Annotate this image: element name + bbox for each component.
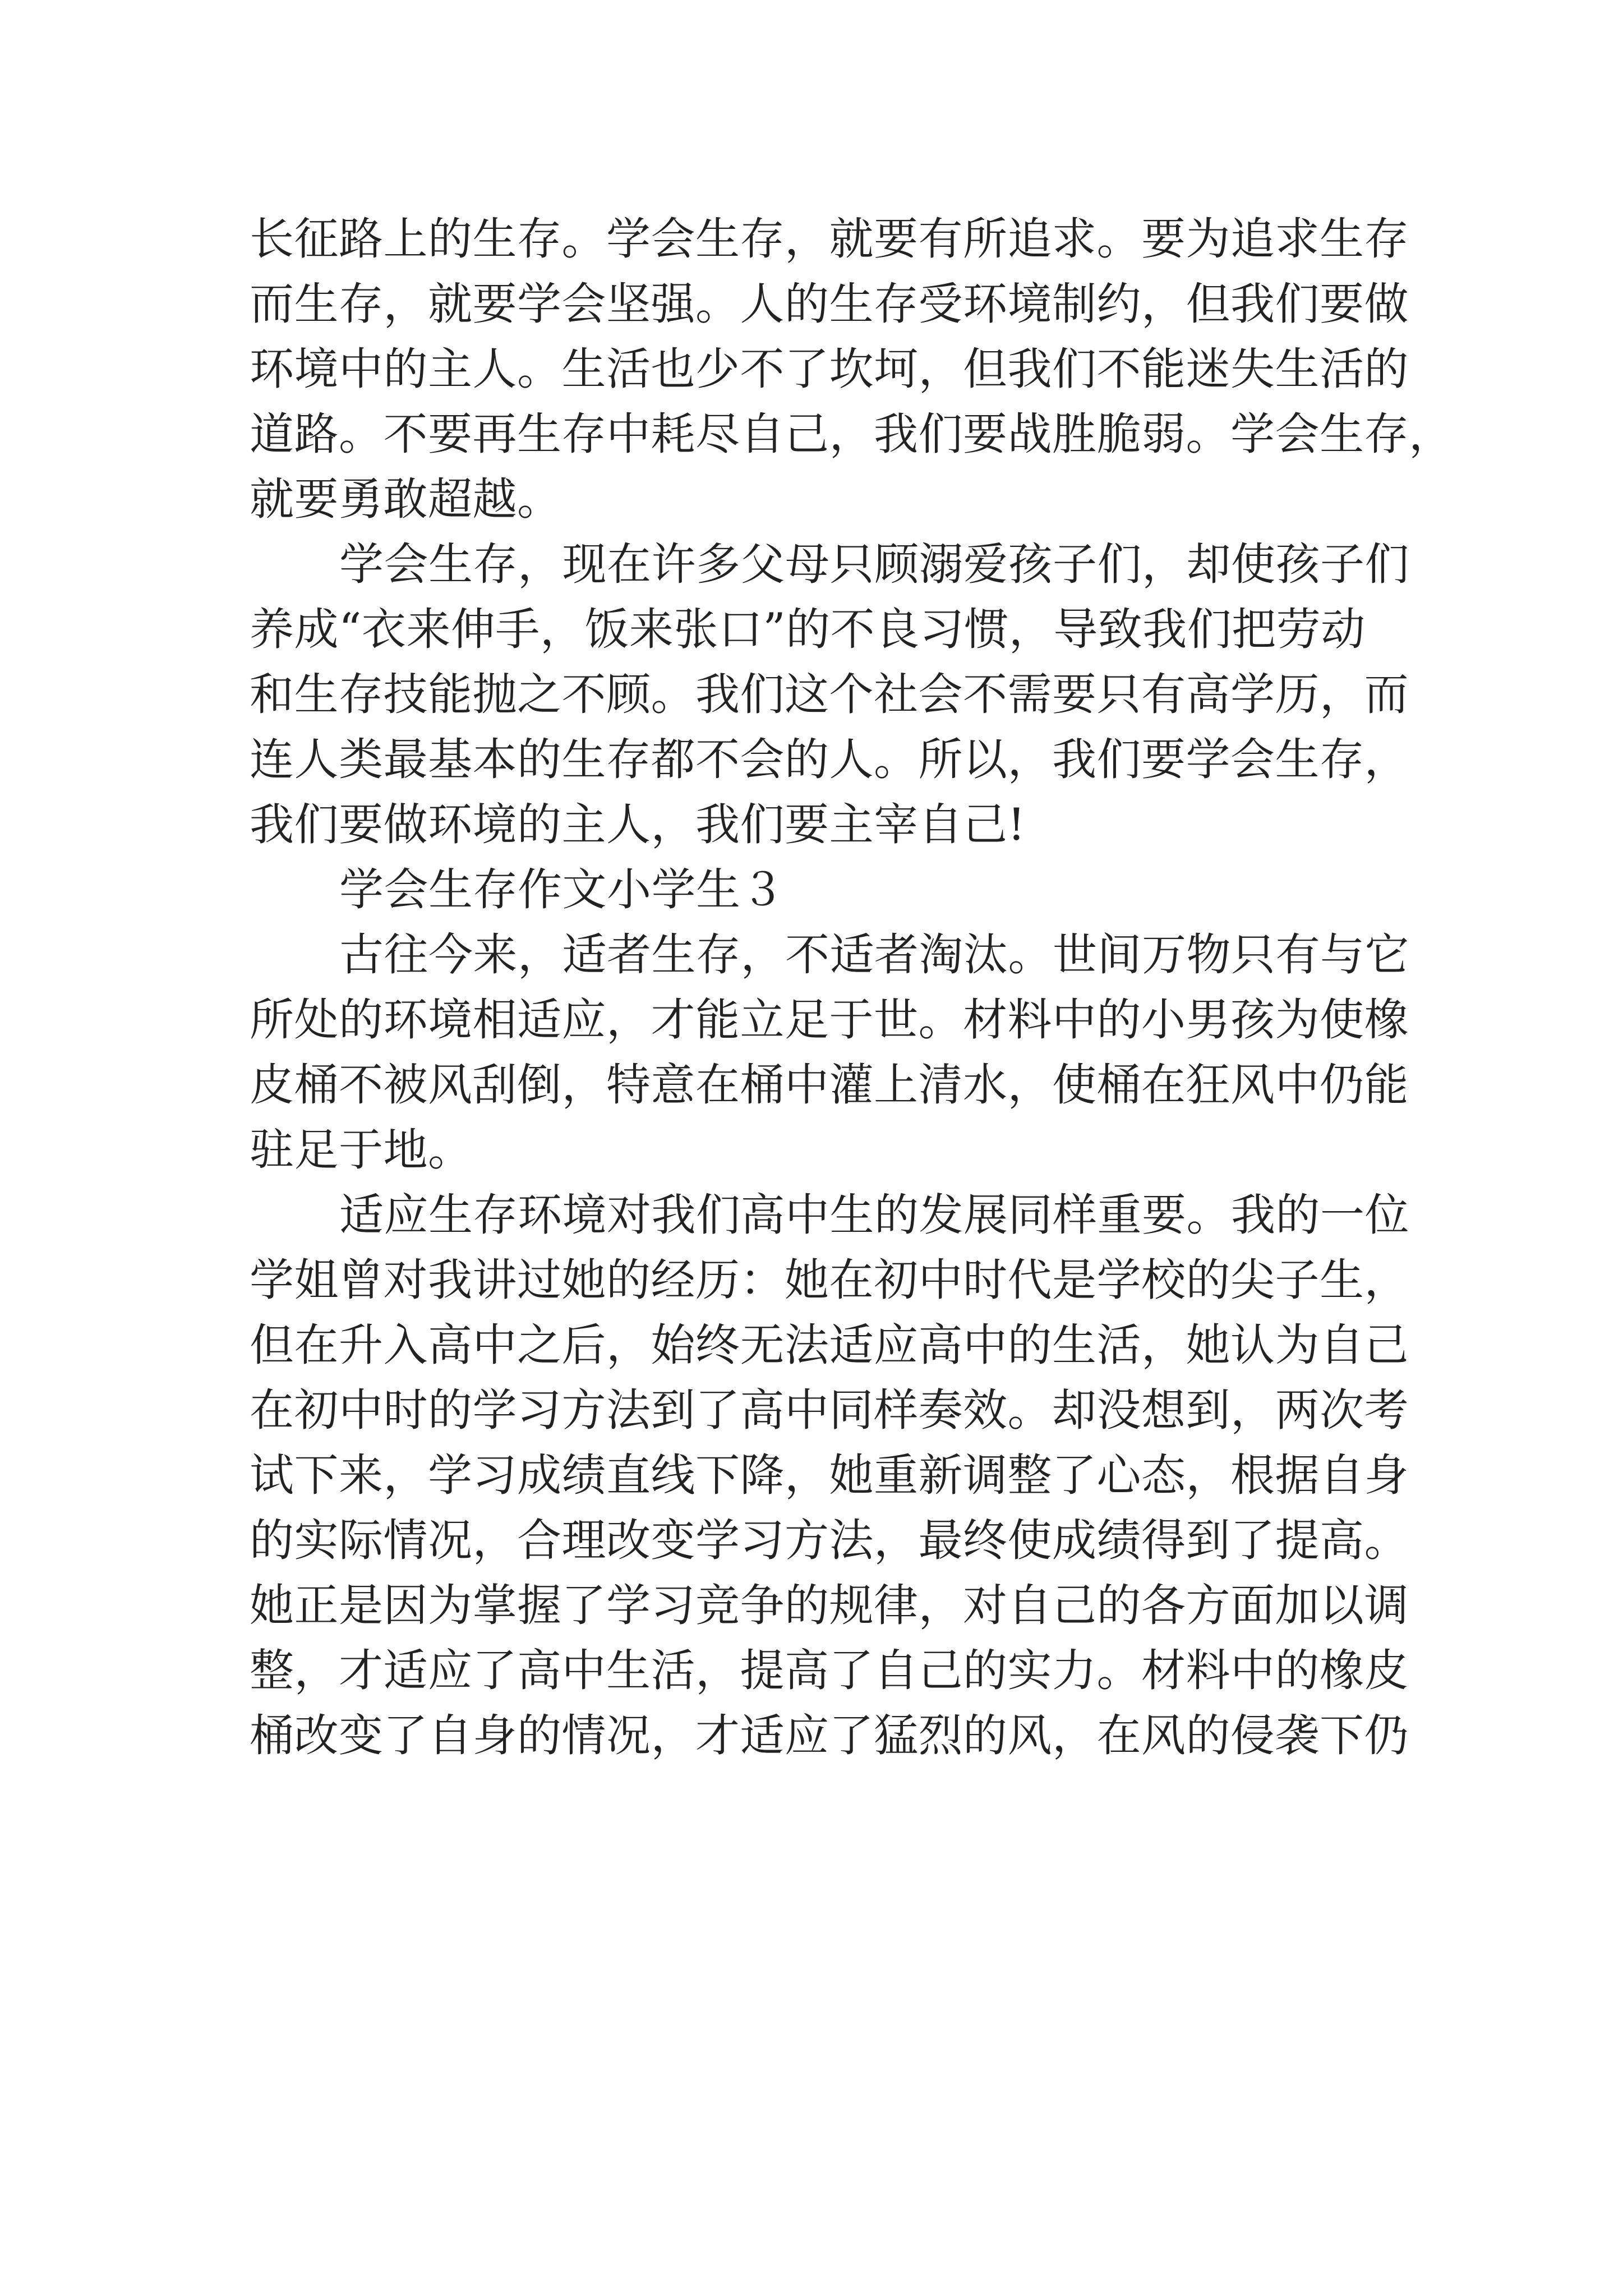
heading-line: 学会生存作文小学生３ xyxy=(339,864,785,915)
paragraph-2 xyxy=(250,532,1409,857)
text-line: 长征路上的生存。学会生存，就要有所追求。要为追求生存 xyxy=(250,213,1409,265)
text-line: 驻足于地。 xyxy=(250,1124,473,1176)
text-line: 连人类最基本的生存都不会的人。所以，我们要学会生存， xyxy=(250,734,1409,785)
text-line: 环境中的主人。生活也少不了坎坷，但我们不能迷失生活的 xyxy=(250,343,1409,395)
text-line: 就要勇敢超越。 xyxy=(250,473,562,525)
text-line: 学姐曾对我讲过她的经历：她在初中时代是学校的尖子生， xyxy=(250,1254,1409,1306)
text-line: 适应生存环境对我们高中生的发展同样重要。我的一位 xyxy=(339,1189,1409,1241)
document-body xyxy=(250,206,1454,1768)
paragraph-4 xyxy=(250,1182,1409,1768)
text-line: 的实际情况，合理改变学习方法，最终使成绩得到了提高。 xyxy=(250,1515,1409,1566)
paragraph-3 xyxy=(250,922,1409,1182)
text-line: 整，才适应了高中生活，提高了自己的实力。材料中的橡皮 xyxy=(250,1645,1409,1696)
text-line: 道路。不要再生存中耗尽自己，我们要战胜脆弱。学会生存， xyxy=(250,408,1454,460)
text-line: 和生存技能抛之不顾。我们这个社会不需要只有高学历，而 xyxy=(250,669,1409,720)
text-line: 古往今来，适者生存，不适者淘汰。世间万物只有与它 xyxy=(339,929,1409,981)
text-line: 皮桶不被风刮倒，特意在桶中灌上清水，使桶在狂风中仍能 xyxy=(250,1059,1409,1111)
text-line: 我们要做环境的主人，我们要主宰自己! xyxy=(250,799,1026,850)
text-line: 学会生存，现在许多父母只顾溺爱孩子们，却使孩子们 xyxy=(339,539,1409,590)
text-line: 桶改变了自身的情况，才适应了猛烈的风，在风的侵袭下仍 xyxy=(250,1710,1409,1761)
text-line: 试下来，学习成绩直线下降，她重新调整了心态，根据自身 xyxy=(250,1450,1409,1501)
text-line: 但在升入高中之后，始终无法适应高中的生活，她认为自己 xyxy=(250,1319,1409,1371)
section-heading xyxy=(250,857,1394,922)
text-line: 在初中时的学习方法到了高中同样奏效。却没想到，两次考 xyxy=(250,1384,1409,1436)
paragraph-1 xyxy=(250,206,1454,532)
text-line: 她正是因为掌握了学习竞争的规律，对自己的各方面加以调 xyxy=(250,1580,1409,1631)
text-line: 所处的环境相适应，才能立足于世。材料中的小男孩为使橡 xyxy=(250,994,1409,1046)
text-line: 而生存，就要学会坚强。人的生存受环境制约，但我们要做 xyxy=(250,278,1409,330)
text-line: 养成“衣来伸手，饭来张口”的不良习惯，导致我们把劳动 xyxy=(250,604,1366,655)
